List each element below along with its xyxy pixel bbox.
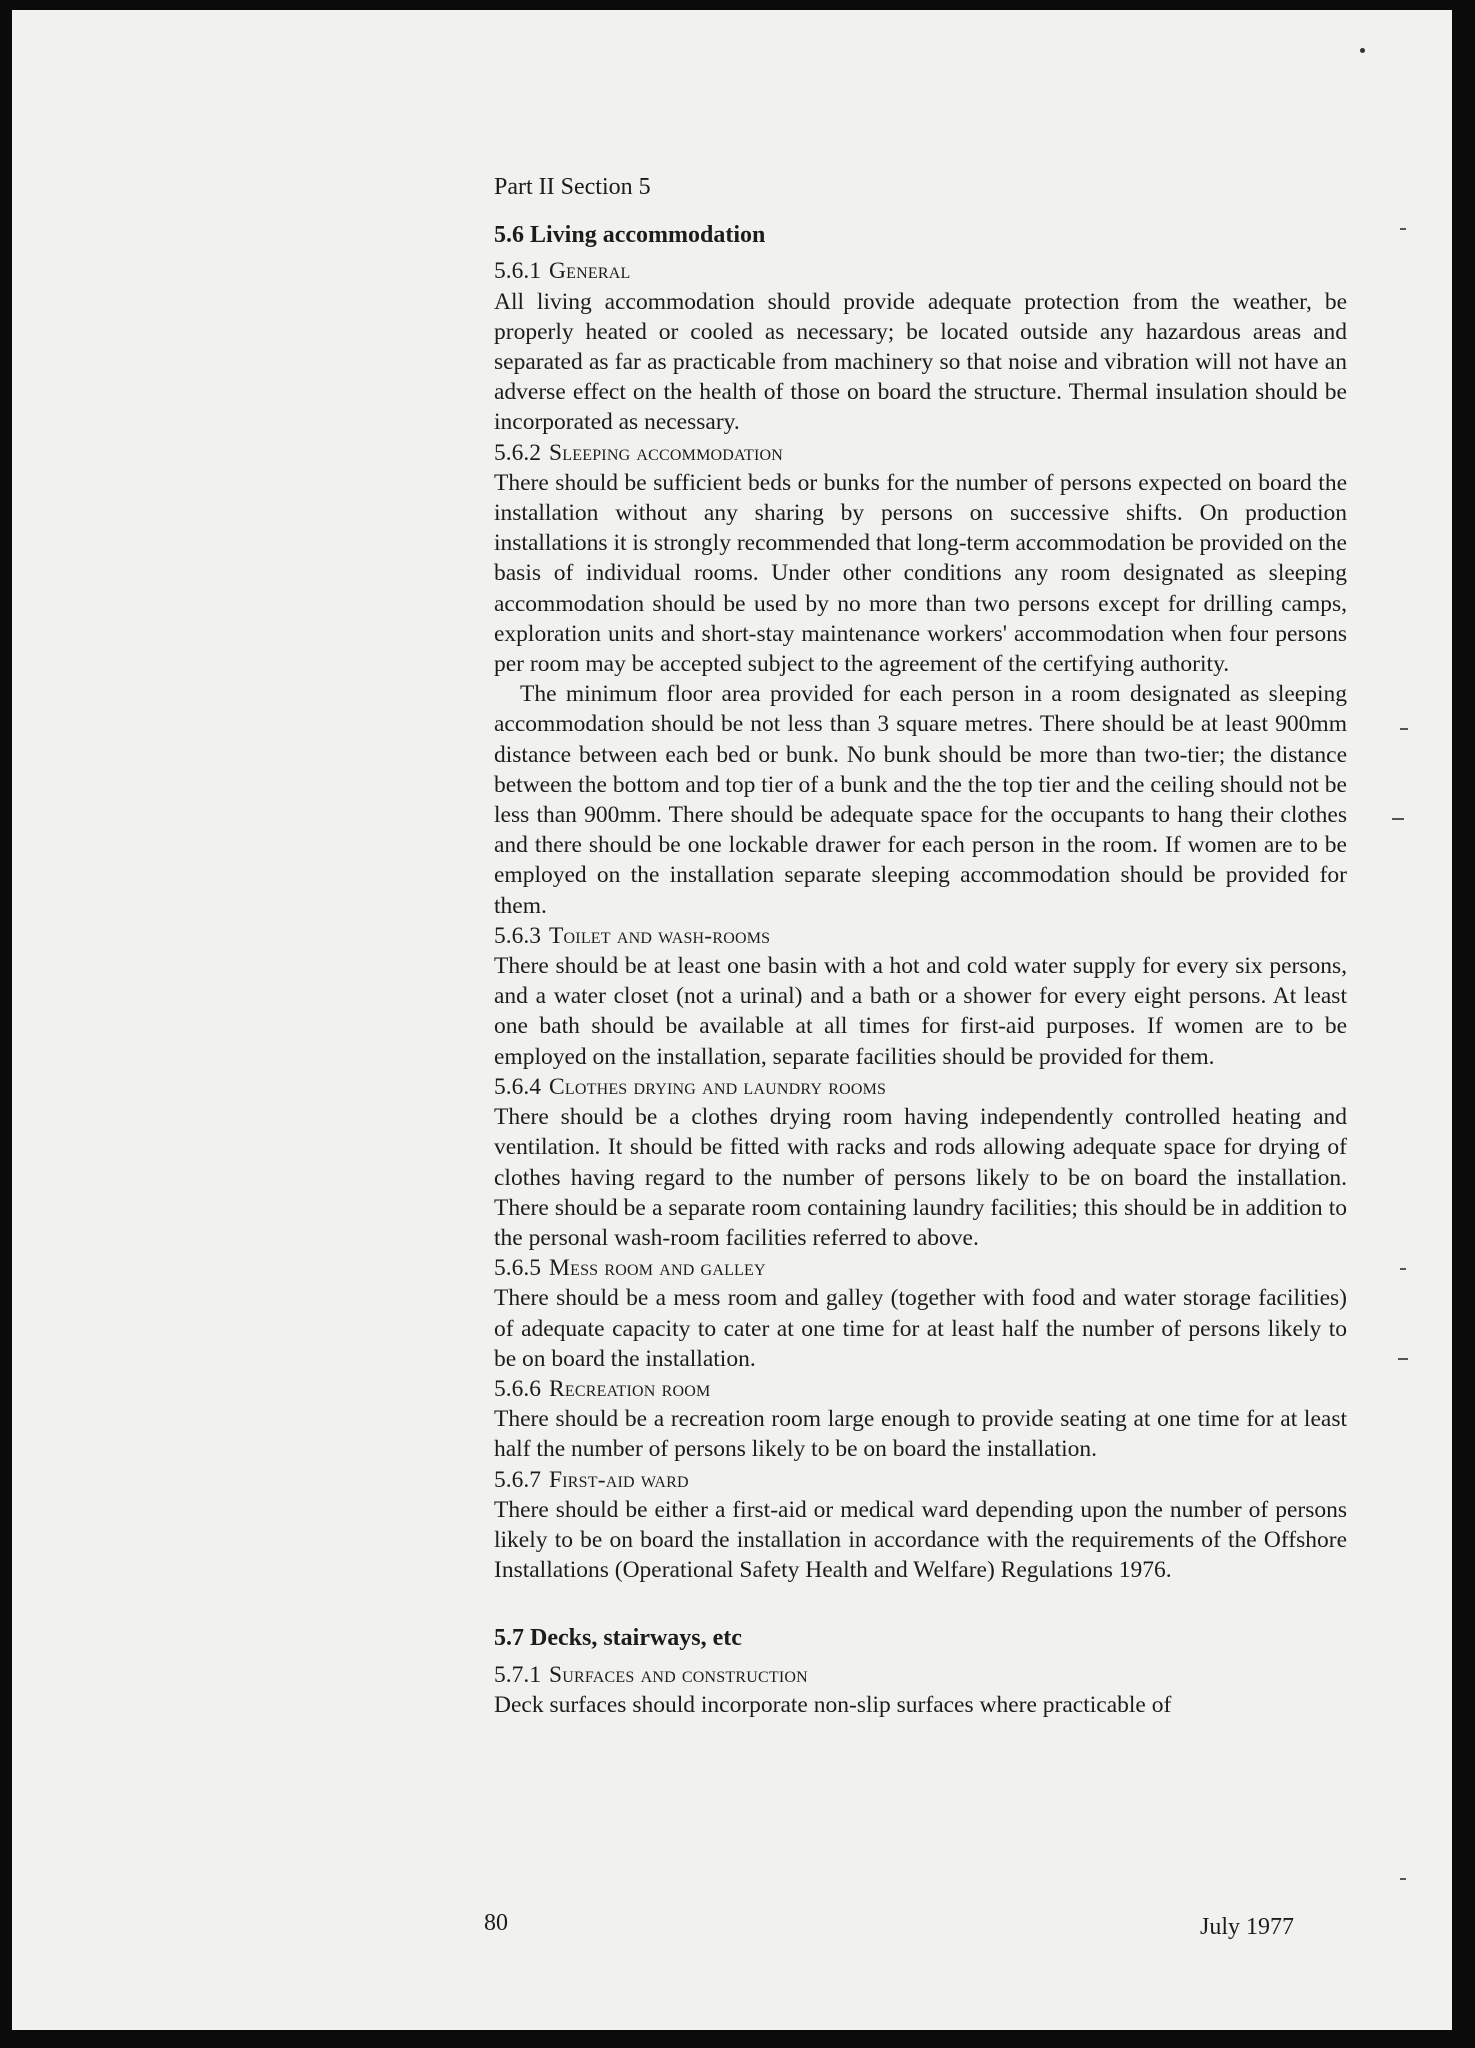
scan-mark xyxy=(1400,1878,1406,1880)
subsection-title: Mess room and galley xyxy=(549,1255,766,1282)
subsection-number: 5.6.1 xyxy=(494,258,541,285)
subsection-5-6-1-heading xyxy=(494,256,1347,286)
subsection-5-6-4-heading xyxy=(494,1072,1347,1102)
subsection-5-6-7-heading xyxy=(494,1465,1347,1495)
paragraph-5-7-1: Deck surfaces should incorporate non-slip surfaces where practicable of xyxy=(494,1691,1172,1718)
subsection-number: 5.6.4 xyxy=(494,1073,541,1100)
subsection-title: Recreation room xyxy=(549,1375,711,1402)
paragraph-5-6-6: There should be a recreation room large enough to provide seating at one time for at least half the number of persons likely to be on board the installation. xyxy=(494,1406,1347,1463)
scan-mark xyxy=(1400,1268,1406,1270)
subsection-title: Clothes drying and laundry rooms xyxy=(549,1073,887,1100)
paragraph-5-6-7: There should be either a first-aid or medical ward depending upon the number of persons likely to be on board the installation in accordance with the requirements of the Offshore Installations (Operational Safety Health and Welfare) Regulations 1976. xyxy=(494,1496,1347,1584)
subsection-number: 5.6.7 xyxy=(494,1466,541,1493)
subsection-5-6-3-heading xyxy=(494,921,1347,951)
subsection-number: 5.6.2 xyxy=(494,439,541,466)
subsection-5-6-2-heading xyxy=(494,438,1347,468)
paragraph-5-6-4: There should be a clothes drying room having independently controlled heating and ventilation. It should be fitted with racks and rods allowing adequate space for drying of clothes having regard to the number of persons likely to be on board the installation. There should be a separate room containing laundry facilities; this should be in addition to the personal wash-room facilities referred to above. xyxy=(494,1104,1347,1251)
page-number: 80 xyxy=(484,1910,508,1936)
section-5-7-title: 5.7 Decks, stairways, etc xyxy=(494,1625,742,1652)
document-page xyxy=(12,10,1452,2030)
scan-speck xyxy=(1360,48,1365,53)
subsection-title: Toilet and wash-rooms xyxy=(549,922,771,949)
subsection-5-6-6-heading xyxy=(494,1374,1347,1404)
running-head: Part II Section 5 xyxy=(494,174,651,200)
subsection-title: Surfaces and construction xyxy=(549,1661,808,1688)
scan-mark xyxy=(1392,818,1404,820)
scan-mark xyxy=(1400,728,1408,730)
subsection-number: 5.6.5 xyxy=(494,1255,541,1282)
subsection-title: First-aid ward xyxy=(549,1466,689,1493)
paragraph-5-6-1: All living accommodation should provide adequate protection from the weather, be properly heated or cooled as necessary; be located outside any hazardous areas and separated as far as practicable from machinery so that noise and vibration will not have an adverse effect on the health of those on board the structure. Thermal insulation should be incorporated as necessary. xyxy=(494,288,1347,436)
paragraph-5-6-2-b: The minimum floor area provided for each person in a room designated as sleeping accommodation should be not less than 3 square metres. There should be at least 900mm distance between each bed or bunk. No bunk should be more than two-tier; the distance between the bottom and top tier of a bunk and the the top tier and the ceiling should not be less than 900mm. There should be adequate space for the occupants to hang their clothes and there should be one lockable drawer for each person in the room. If women are to be employed on the installation separate sleeping accommodation should be provided for them. xyxy=(494,681,1347,919)
scan-mark xyxy=(1400,228,1406,230)
subsection-number: 5.6.6 xyxy=(494,1375,541,1402)
paragraph-5-6-3: There should be at least one basin with a hot and cold water supply for every six persons, and a water closet (not a urinal) and a bath or a shower for every eight persons. At least one bath should be available at all times for first-aid purposes. If women are to be employed on the installation, separate facilities should be provided for them. xyxy=(494,953,1347,1070)
text-column xyxy=(494,172,1347,1720)
subsection-number: 5.6.3 xyxy=(494,922,541,949)
section-5-6-title: 5.6 Living accommodation xyxy=(494,222,766,249)
subsection-5-7-1-heading xyxy=(494,1660,1347,1690)
paragraph-5-6-5: There should be a mess room and galley (together with food and water storage facilities) of adequate capacity to cater at one time for at least half the number of persons likely to be on board the installation. xyxy=(494,1285,1347,1372)
subsection-title: Sleeping accommodation xyxy=(549,439,784,466)
scan-mark xyxy=(1398,1358,1408,1360)
subsection-title: General xyxy=(549,258,631,285)
publication-date: July 1977 xyxy=(1199,1914,1294,1940)
paragraph-5-6-2-a: There should be sufficient beds or bunks for the number of persons expected on board the installation without any sharing by persons on successive shifts. On production installations it is strongly recommended that long-term accommodation be provided on the basis of individual rooms. Under other conditions any room designated as sleeping accommodation should be used by no more than two persons except for drilling camps, exploration units and short-stay maintenance workers' accommodation when four persons per room may be accepted subject to the agreement of the certifying authority. xyxy=(494,469,1347,678)
subsection-number: 5.7.1 xyxy=(494,1661,541,1688)
subsection-5-6-5-heading xyxy=(494,1253,1347,1283)
